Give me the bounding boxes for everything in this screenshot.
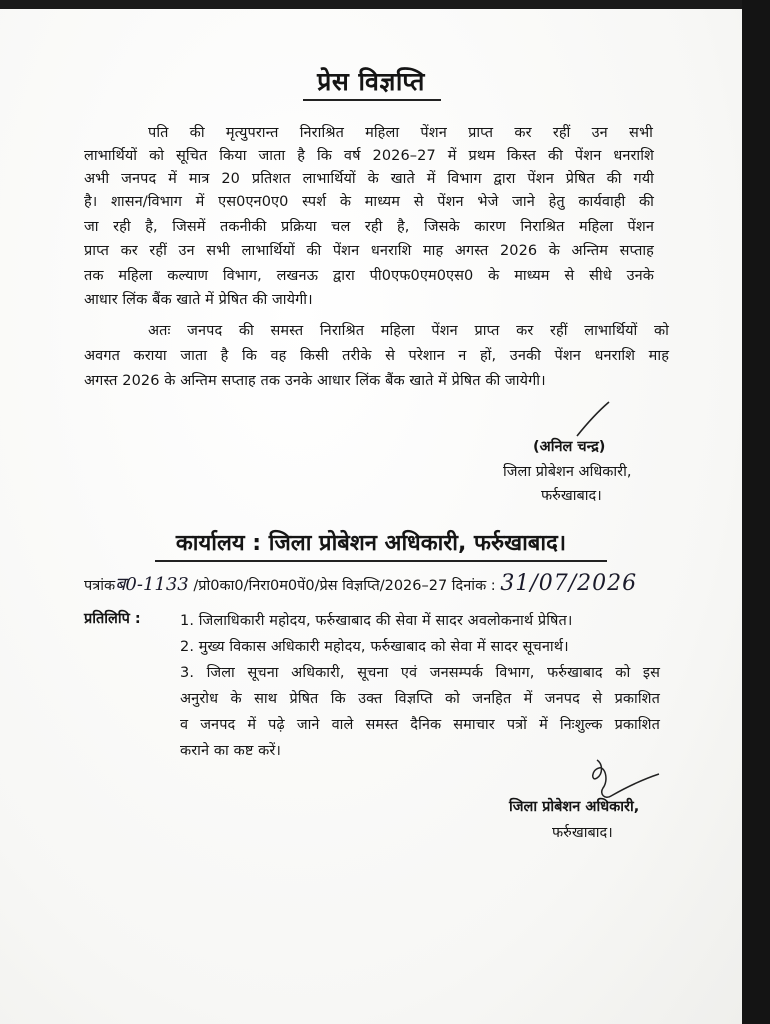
title-underline xyxy=(303,99,441,101)
para1-line: जा रही है, जिसमें तकनीकी प्रक्रिया चल रही है, जिसके कारण निराश्रित महिला पेंशन xyxy=(84,219,654,235)
office-heading: कार्यालय : जिला प्रोबेशन अधिकारी, फर्रुखाबाद। xyxy=(175,531,567,556)
footer-signatory-designation: जिला प्रोबेशन अधिकारी, xyxy=(509,799,640,815)
copy-to-item: व जनपद में पढ़े जाने वाले समस्त दैनिक समाचार पत्रों में निःशुल्क प्रकाशित xyxy=(180,717,660,733)
reference-date: 31/07/2026 xyxy=(500,571,638,596)
para2-line: अवगत कराया जाता है कि वह किसी तरीके से परेशान न हों, उनकी पेंशन धनराशि माह xyxy=(84,348,669,364)
reference-path: /प्रो0का0/निरा0म0पें0/प्रेस विज्ञप्ति/2026–27 दिनांक : xyxy=(193,578,496,594)
top-dark-border xyxy=(0,0,770,9)
para1-line: पति की मृत्युपरान्त निराश्रित महिला पेंशन प्राप्त कर रहीं उन सभी xyxy=(148,125,653,141)
para2-line: अतः जनपद की समस्त निराश्रित महिला पेंशन प्राप्त कर रहीं लाभार्थियों को xyxy=(148,323,669,339)
signatory-name: (अनिल चन्द्र) xyxy=(533,439,606,455)
copy-to-item: कराने का कष्ट करें। xyxy=(180,743,281,759)
reference-label: पत्रांक xyxy=(84,578,116,594)
signatory-designation: जिला प्रोबेशन अधिकारी, xyxy=(503,464,632,480)
reference-line xyxy=(84,571,637,596)
copy-to-item: अनुरोध के साथ प्रेषित कि उक्त विज्ञप्ति को जनहित में जनपद से प्रकाशित xyxy=(180,691,660,707)
para2-line: अगस्त 2026 के अन्तिम सप्ताह तक उनके आधार लिंक बैंक खाते में प्रेषित की जायेगी। xyxy=(84,373,546,389)
office-heading-underline xyxy=(155,560,607,562)
copy-to-label: प्रतिलिपि : xyxy=(84,611,141,627)
copy-to-item: 2. मुख्य विकास अधिकारी महोदय, फर्रुखाबाद को सेवा में सादर सूचनार्थ। xyxy=(180,639,569,655)
copy-to-item: 3. जिला सूचना अधिकारी, सूचना एवं जनसम्पर्क विभाग, फर्रुखाबाद को इस xyxy=(180,665,660,681)
para1-line: अभी जनपद में मात्र 20 प्रतिशत लाभार्थियों के खाते में विभाग द्वारा पेंशन प्रेषित की गयी xyxy=(84,171,654,187)
reference-number: ब0-1133 xyxy=(115,574,189,595)
right-dark-border xyxy=(742,0,770,1024)
para1-line: लाभार्थियों को सूचित किया जाता है कि वर्ष 2026–27 में प्रथम किस्त की पेंशन धनराशि xyxy=(84,148,654,164)
copy-to-item: 1. जिलाधिकारी महोदय, फर्रुखाबाद की सेवा में सादर अवलोकनार्थ प्रेषित। xyxy=(180,613,573,629)
document-title: प्रेस विज्ञप्ति xyxy=(317,67,425,96)
para1-line: आधार लिंक बैंक खाते में प्रेषित की जायेगी। xyxy=(84,292,313,308)
signature-mark xyxy=(575,400,615,440)
signatory-place: फर्रुखाबाद। xyxy=(541,488,602,504)
footer-signatory-place: फर्रुखाबाद। xyxy=(552,825,613,841)
para1-line: प्राप्त कर रहीं उन सभी लाभार्थियों की पेंशन धनराशि माह अगस्त 2026 के अन्तिम सप्ताह xyxy=(84,243,654,259)
para1-line: तक महिला कल्याण विभाग, लखनऊ द्वारा पी0एफ0एम0एस0 के माध्यम से सीधे उनके xyxy=(84,268,654,284)
para1-line: है। शासन/विभाग में एस0एन0ए0 स्पर्श के माध्यम से पेंशन भेजे जाने हेतु कार्यवाही की xyxy=(84,194,654,210)
